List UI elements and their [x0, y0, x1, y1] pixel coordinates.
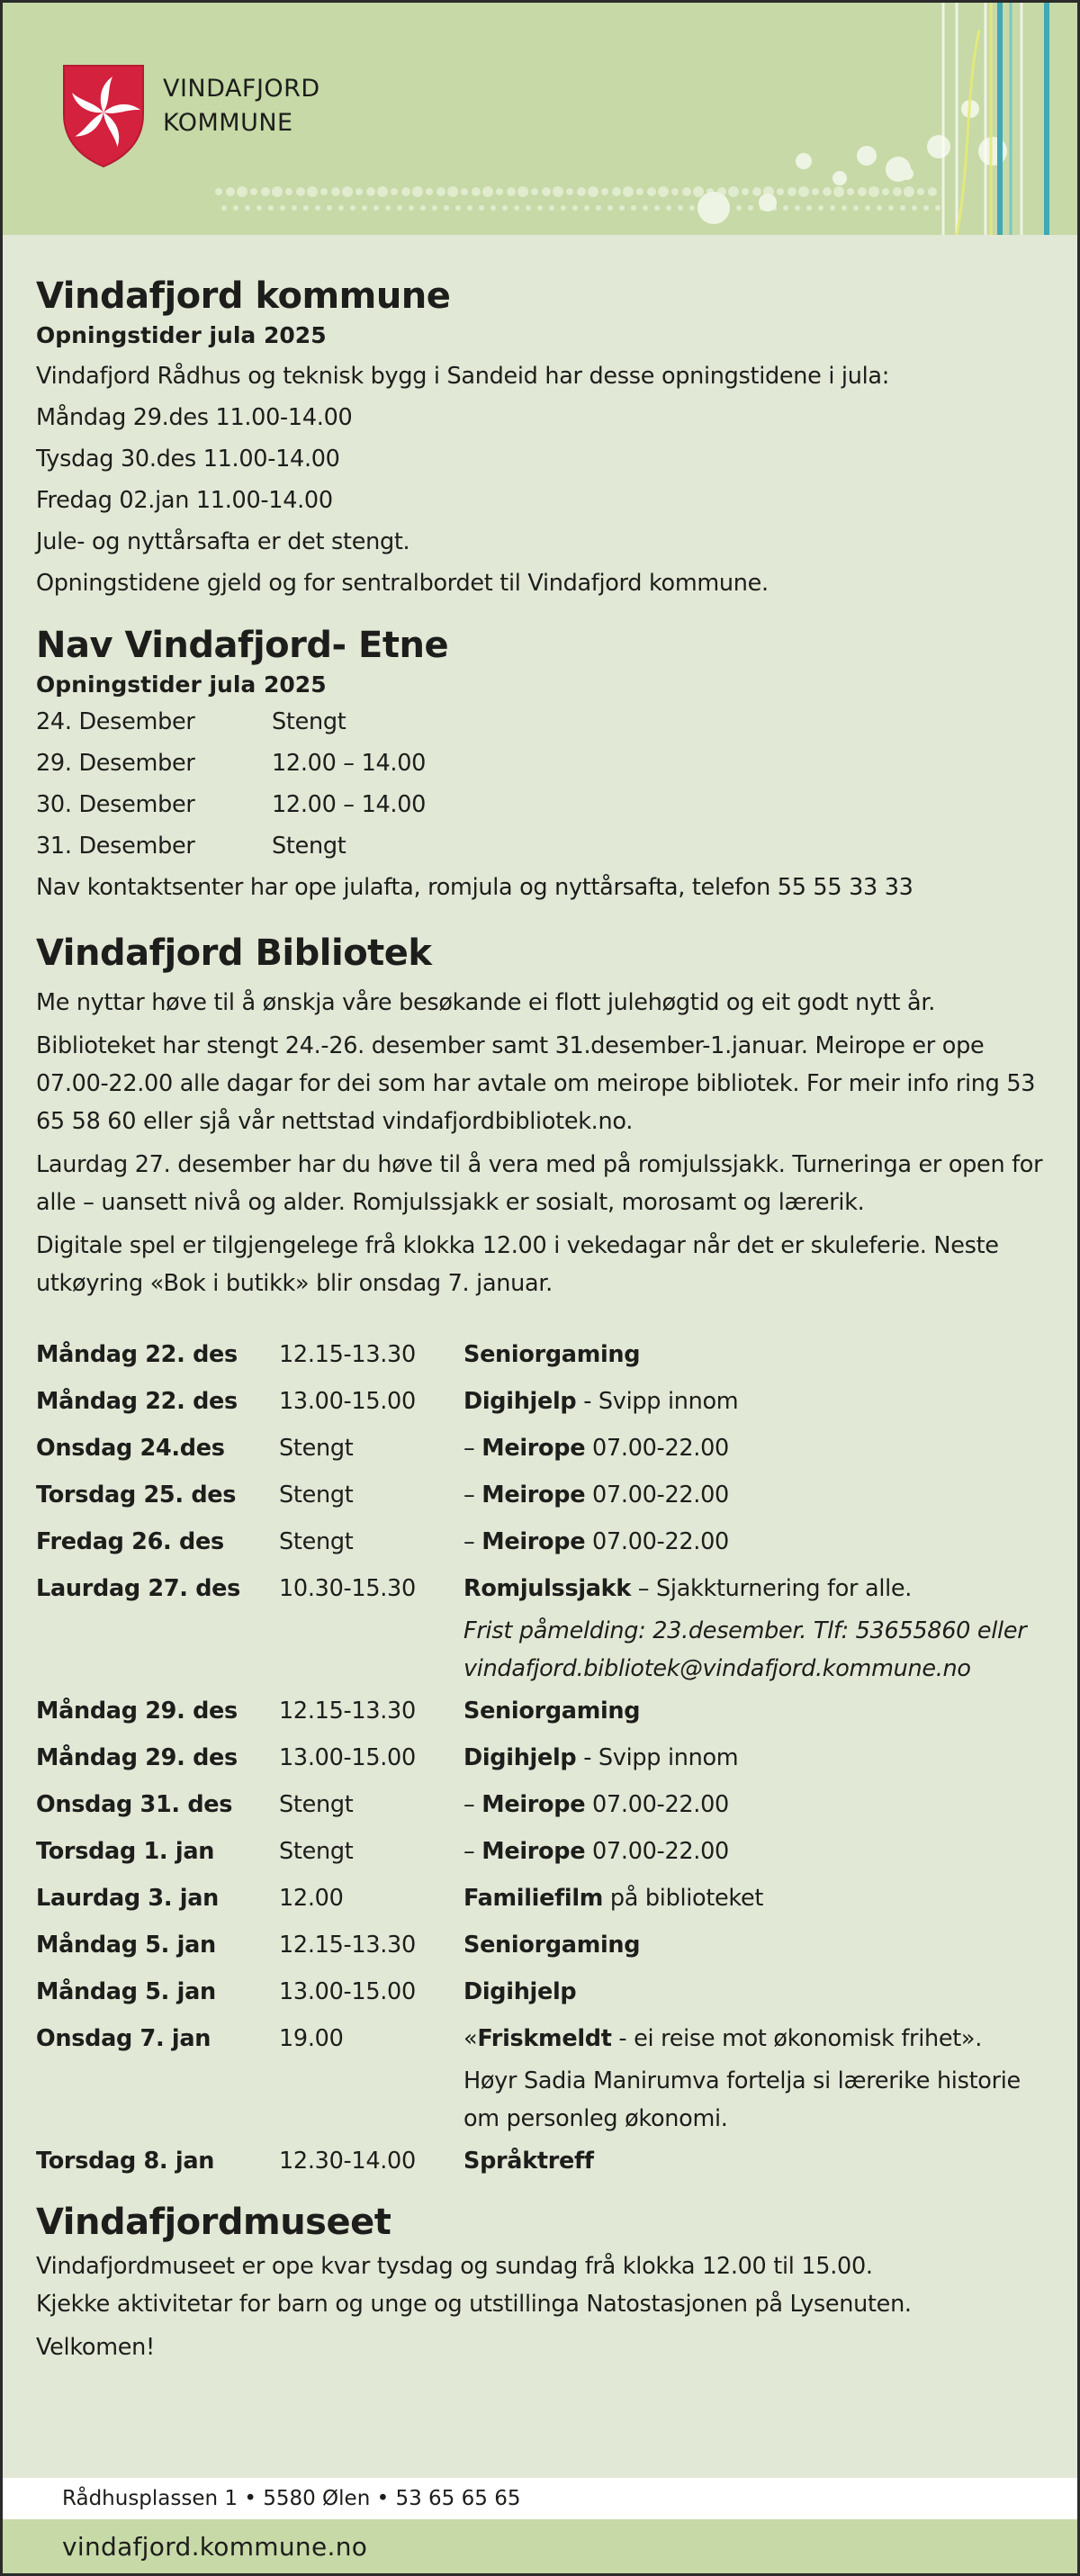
section-museum: [36, 2184, 1045, 2366]
schedule-day: Onsdag 24.des: [36, 1435, 225, 1462]
kommune-wordmark: [163, 72, 320, 140]
schedule-day: Måndag 22. des: [36, 1388, 238, 1415]
schedule-time: 13.00-15.00: [279, 1978, 416, 2005]
event-prefix: –: [464, 1791, 482, 1818]
schedule-time: 10.30-15.30: [279, 1575, 416, 1602]
event-name: Digihjelp: [464, 1388, 577, 1415]
nav-hours-row: [36, 784, 1045, 825]
schedule-event: [464, 2138, 1045, 2184]
nav-hours-row: [36, 743, 1045, 784]
schedule-event: [464, 1922, 1045, 1968]
event-name: Meirope: [482, 1482, 586, 1509]
library-schedule: [36, 1331, 1045, 2184]
schedule-time: 13.00-15.00: [279, 1388, 416, 1415]
schedule-row: [36, 1781, 1045, 1828]
schedule-day: Måndag 29. des: [36, 1698, 238, 1725]
nav-footer-note: Nav kontaktsenter har ope julafta, romjula og nyttårsafta, telefon 55 55 33 33: [36, 874, 914, 901]
event-detail: 07.00-22.00: [585, 1528, 729, 1555]
schedule-event: [464, 1518, 1045, 1565]
library-paragraph: Biblioteket har stengt 24.-26. desember samt 31.desember-1.januar. Meirope er ope 07.00-22.00 alle dagar for dei som har avtale om meirope bibliotek. For meir info ring 53 65 58 60 eller sjå vår nettstad vindafjordbibliotek.no.: [36, 1032, 1036, 1135]
schedule-day: Laurdag 27. des: [36, 1575, 241, 1602]
event-prefix: –: [464, 1482, 482, 1509]
nav-subtitle: Opningstider jula 2025: [36, 671, 327, 698]
nav-hours-row: [36, 701, 1045, 743]
museum-title: Vindafjordmuseet: [36, 2202, 392, 2243]
schedule-day: Onsdag 7. jan: [36, 2025, 212, 2052]
schedule-row: [36, 2138, 1045, 2184]
brand-line-2: KOMMUNE: [163, 109, 293, 137]
event-name: Friskmeldt: [477, 2025, 612, 2052]
event-name: Digihjelp: [464, 1978, 577, 2005]
event-name: Seniorgaming: [464, 1341, 641, 1368]
event-note: vindafjord.bibliotek@vindafjord.kommune.no: [464, 1655, 971, 1682]
kommune-subtitle: Opningstider jula 2025: [36, 322, 327, 348]
event-prefix: «: [464, 2025, 478, 2052]
schedule-event: [464, 1968, 1045, 2015]
kommune-coat-of-arms-logo: [60, 62, 147, 168]
schedule-row: [36, 1518, 1045, 1565]
section-library: [36, 908, 1045, 2184]
nav-value: 12.00 – 14.00: [272, 791, 427, 818]
schedule-time: 19.00: [279, 2025, 344, 2052]
footer-address: Rådhusplassen 1 • 5580 Ølen • 53 65 65 65: [3, 2478, 1080, 2519]
event-name: Språktreff: [464, 2148, 594, 2175]
event-name: Meirope: [482, 1791, 586, 1818]
schedule-row: [36, 1922, 1045, 1968]
kommune-line: Opningstidene gjeld og for sentralbordet til Vindafjord kommune.: [36, 570, 769, 597]
event-name: Meirope: [482, 1435, 586, 1462]
event-detail: – Sjakkturnering for alle.: [630, 1575, 913, 1602]
footer-website-link[interactable]: vindafjord.kommune.no: [3, 2519, 1080, 2576]
schedule-day: Torsdag 8. jan: [36, 2148, 215, 2175]
nav-title: Nav Vindafjord- Etne: [36, 625, 449, 666]
schedule-event: [464, 2015, 1045, 2138]
schedule-time: Stengt: [279, 1791, 354, 1818]
event-detail: - ei reise mot økonomisk frihet».: [611, 2025, 983, 2052]
event-detail: på biblioteket: [603, 1885, 764, 1912]
schedule-time: Stengt: [279, 1482, 354, 1509]
nav-date: 29. Desember: [36, 750, 195, 777]
schedule-day: Torsdag 1. jan: [36, 1838, 215, 1865]
event-detail: 07.00-22.00: [585, 1482, 729, 1509]
schedule-time: 12.15-13.30: [279, 1698, 416, 1725]
schedule-row: [36, 1472, 1045, 1518]
library-title: Vindafjord Bibliotek: [36, 932, 432, 974]
event-name: Seniorgaming: [464, 1932, 641, 1959]
schedule-event: [464, 1828, 1045, 1875]
nav-hours-row: [36, 825, 1045, 867]
brand-line-1: VINDAFJORD: [163, 75, 320, 103]
schedule-time: 12.15-13.30: [279, 1341, 416, 1368]
schedule-row: [36, 1565, 1045, 1688]
kommune-line: Jule- og nyttårsafta er det stengt.: [36, 528, 410, 555]
schedule-event: [464, 1688, 1045, 1734]
schedule-day: Laurdag 3. jan: [36, 1885, 219, 1912]
event-description: om personleg økonomi.: [464, 2105, 728, 2132]
event-name: Meirope: [482, 1838, 586, 1865]
schedule-row: [36, 1378, 1045, 1425]
schedule-row: [36, 1331, 1045, 1378]
schedule-time: 12.15-13.30: [279, 1932, 416, 1959]
schedule-day: Måndag 5. jan: [36, 1932, 216, 1959]
kommune-intro: Vindafjord Rådhus og teknisk bygg i Sandeid har desse opningstidene i jula:: [36, 363, 889, 390]
schedule-event: [464, 1565, 1045, 1688]
schedule-day: Måndag 22. des: [36, 1341, 238, 1368]
event-detail: 07.00-22.00: [585, 1435, 729, 1462]
event-name: Familiefilm: [464, 1885, 604, 1912]
schedule-time: 13.00-15.00: [279, 1744, 416, 1771]
event-note: Frist påmelding: 23.desember. Tlf: 53655860 eller: [464, 1617, 1027, 1644]
section-nav: [36, 604, 1045, 908]
library-paragraph: Me nyttar høve til å ønskja våre besøkande ei flott julehøgtid og eit godt nytt år.: [36, 989, 935, 1016]
event-prefix: –: [464, 1528, 482, 1555]
main-content: [3, 235, 1077, 2366]
museum-line: Vindafjordmuseet er ope kvar tysdag og sundag frå klokka 12.00 til 15.00.: [36, 2253, 873, 2280]
schedule-day: Fredag 26. des: [36, 1528, 224, 1555]
nav-date: 31. Desember: [36, 833, 195, 860]
schedule-day: Onsdag 31. des: [36, 1791, 233, 1818]
event-prefix: –: [464, 1435, 482, 1462]
schedule-time: Stengt: [279, 1528, 354, 1555]
schedule-row: [36, 1688, 1045, 1734]
schedule-event: [464, 1378, 1045, 1425]
library-paragraph: Laurdag 27. desember har du høve til å vera med på romjulssjakk. Turneringa er open for alle – uansett nivå og alder. Romjulssjakk er sosialt, morosamt og lærerik.: [36, 1151, 1043, 1216]
nav-value: Stengt: [272, 708, 346, 735]
schedule-day: Måndag 29. des: [36, 1744, 238, 1771]
nav-value: 12.00 – 14.00: [272, 750, 427, 777]
schedule-day: Torsdag 25. des: [36, 1482, 237, 1509]
event-detail: - Svipp innom: [576, 1388, 739, 1415]
kommune-line: Måndag 29.des 11.00-14.00: [36, 404, 353, 431]
event-name: Seniorgaming: [464, 1698, 641, 1725]
schedule-time: Stengt: [279, 1435, 354, 1462]
nav-date: 30. Desember: [36, 791, 195, 818]
schedule-event: [464, 1472, 1045, 1518]
section-kommune: [36, 235, 1045, 604]
kommune-line: Tysdag 30.des 11.00-14.00: [36, 446, 340, 473]
header-banner: [3, 3, 1077, 235]
event-detail: - Svipp innom: [576, 1744, 739, 1771]
schedule-event: [464, 1331, 1045, 1378]
schedule-day: Måndag 5. jan: [36, 1978, 216, 2005]
library-paragraph: Digitale spel er tilgjengelege frå klokka 12.00 i vekedagar når det er skuleferie. Neste utkøyring «Bok i butikk» blir onsdag 7. januar.: [36, 1232, 999, 1297]
schedule-row: [36, 2015, 1045, 2138]
schedule-event: [464, 1734, 1045, 1781]
schedule-row: [36, 1425, 1045, 1472]
event-prefix: –: [464, 1838, 482, 1865]
schedule-row: [36, 1734, 1045, 1781]
schedule-time: 12.30-14.00: [279, 2148, 416, 2175]
schedule-row: [36, 1875, 1045, 1922]
kommune-title: Vindafjord kommune: [36, 275, 451, 317]
schedule-event: [464, 1781, 1045, 1828]
nav-value: Stengt: [272, 833, 346, 860]
schedule-row: [36, 1828, 1045, 1875]
schedule-event: [464, 1425, 1045, 1472]
schedule-row: [36, 1968, 1045, 2015]
event-detail: 07.00-22.00: [585, 1791, 729, 1818]
event-name: Digihjelp: [464, 1744, 577, 1771]
museum-line: Kjekke aktivitetar for barn og unge og utstillinga Natostasjonen på Lysenuten.: [36, 2291, 912, 2318]
event-detail: 07.00-22.00: [585, 1838, 729, 1865]
event-name: Meirope: [482, 1528, 586, 1555]
schedule-time: 12.00: [279, 1885, 344, 1912]
event-description: Høyr Sadia Manirumva fortelja si lærerike historie: [464, 2067, 1021, 2094]
schedule-time: Stengt: [279, 1838, 354, 1865]
nav-date: 24. Desember: [36, 708, 195, 735]
schedule-event: [464, 1875, 1045, 1922]
museum-closing: Velkomen!: [36, 2334, 155, 2361]
kommune-line: Fredag 02.jan 11.00-14.00: [36, 487, 333, 514]
event-name: Romjulssjakk: [464, 1575, 631, 1602]
